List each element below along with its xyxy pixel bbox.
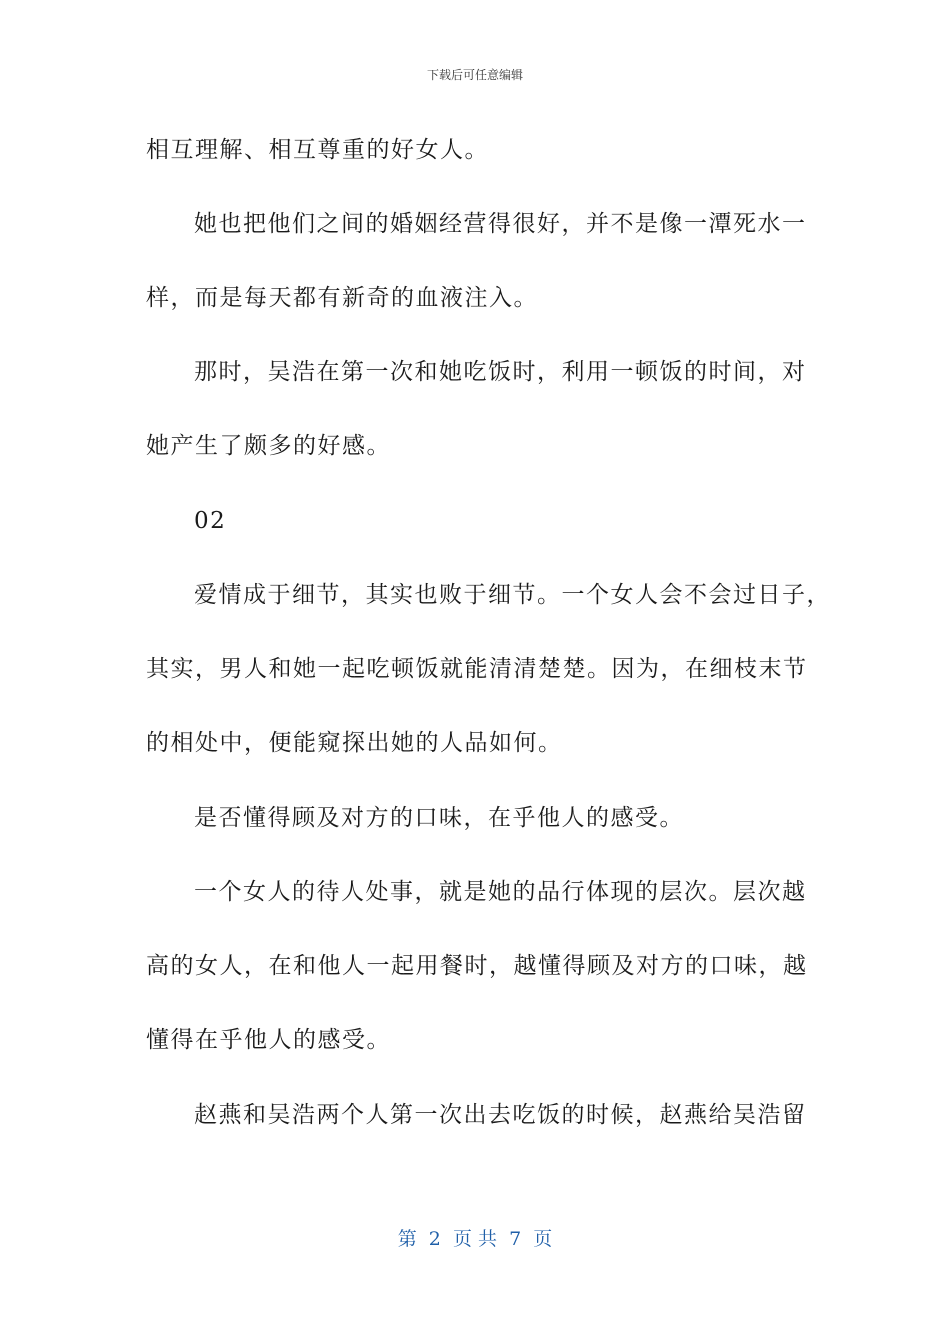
text-line: 那时，吴浩在第一次和她吃饭时，利用一顿饭的时间，对 — [194, 359, 807, 385]
text-line: 其实，男人和她一起吃顿饭就能清清楚楚。因为，在细枝末节 — [146, 656, 808, 682]
page-number: 第 2 页 共 7 页 — [397, 1228, 553, 1250]
text-line: 赵燕和吴浩两个人第一次出去吃饭的时候，赵燕给吴浩留 — [194, 1102, 807, 1128]
text-line: 她也把他们之间的婚姻经营得很好，并不是像一潭死水一 — [194, 211, 807, 237]
download-note: 下载后可任意编辑 — [426, 68, 523, 82]
text-line: 高的女人，在和他人一起用餐时，越懂得顾及对方的口味，越 — [146, 953, 808, 979]
section-number: 02 — [194, 508, 227, 534]
text-line: 相互理解、相互尊重的好女人。 — [146, 137, 489, 163]
text-line: 爱情成于细节，其实也败于细节。一个女人会不会过日子， — [194, 582, 831, 608]
text-line: 样，而是每天都有新奇的血液注入。 — [146, 285, 538, 311]
text-line: 懂得在乎他人的感受。 — [146, 1027, 391, 1053]
text-line: 的相处中，便能窥探出她的人品如何。 — [146, 730, 563, 756]
text-line: 一个女人的待人处事，就是她的品行体现的层次。层次越 — [194, 879, 807, 905]
text-line: 她产生了颇多的好感。 — [146, 433, 391, 459]
text-line: 是否懂得顾及对方的口味，在乎他人的感受。 — [194, 805, 684, 831]
